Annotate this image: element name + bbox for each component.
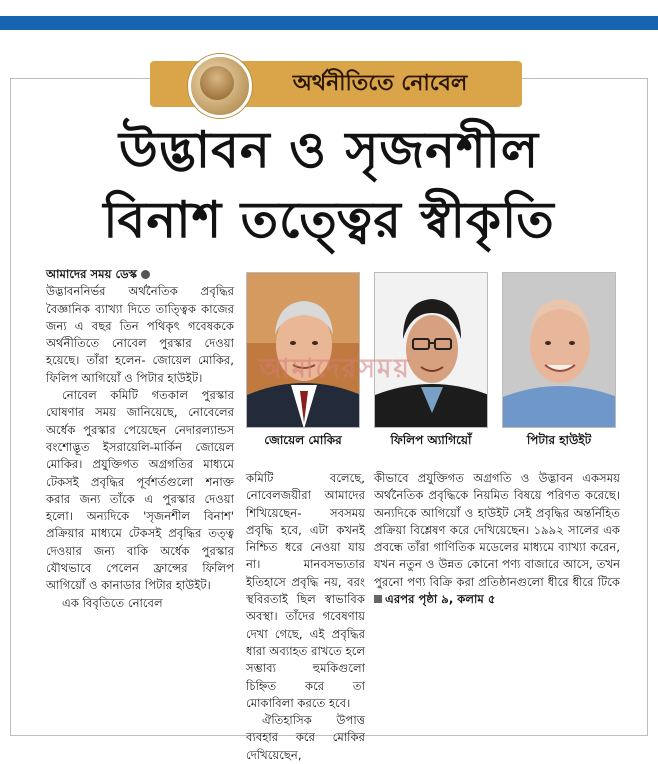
article-column-2 xyxy=(246,470,365,764)
article-column-3 xyxy=(374,470,620,608)
photo-peter-howitt xyxy=(502,272,616,428)
paragraph: উদ্ভাবননির্ভর অর্থনৈতিক প্রবৃদ্ধির বৈজ্ঞানিক ব্যাখ্যা দিতে তাত্ত্বিক কাজের জন্য এ বছর তিন পথিকৃৎ গবেষককে অর্থনীতিতে নোবেল পুরস্কার দেওয়া হয়েছে। তাঁরা হলেন- জোয়েল মোকির, ফিলিপ আগিয়োঁ ও পিটার হাউইট। xyxy=(46,284,234,385)
headline-line-1: উদ্ভাবন ও সৃজনশীল xyxy=(118,121,540,179)
paragraph: ঐতিহাসিক উপাত্ত ব্যবহার করে মোকির দেখিয়েছেন, xyxy=(246,713,365,762)
continued-text: এরপর পৃষ্ঠা ৯, কলাম ৫ xyxy=(385,592,496,607)
caption-peter-howitt: পিটার হাউইট xyxy=(526,433,592,447)
nobel-medal-portrait xyxy=(200,66,234,100)
byline xyxy=(46,266,234,283)
byline-text: আমাদের সময় ডেস্ক xyxy=(46,267,138,281)
paragraph xyxy=(374,470,620,608)
article-column-1 xyxy=(46,266,234,612)
portrait-peter-howitt-image xyxy=(503,273,616,428)
paragraph: এক বিবৃতিতে নোবেল xyxy=(62,595,163,610)
section-label: অর্থনীতিতে নোবেল xyxy=(292,71,468,96)
continued-note[interactable] xyxy=(374,592,495,606)
portrait-philippe-aghion-image xyxy=(375,273,488,428)
top-blue-rule xyxy=(0,16,658,30)
headline-line-2: বিনাশ তত্ত্বের স্বীকৃতি xyxy=(103,191,555,249)
caption-philippe-aghion: ফিলিপ অ্যাগিয়োঁ xyxy=(390,433,472,447)
square-bullet-icon xyxy=(374,595,382,603)
caption-joel-mokyr: জোয়েল মোকির xyxy=(264,433,342,447)
portrait-joel-mokyr-image xyxy=(247,273,360,428)
photo-philippe-aghion xyxy=(374,272,488,428)
paragraph-text: কীভাবে প্রযুক্তিগত অগ্রগতি ও উদ্ভাবন একসময় অর্থনৈতিক প্রবৃদ্ধিকে নিয়মিত বিষয়ে পরিণত করেছে। অন্যদিকে আগিয়োঁ ও হাউইট সেই প্রবৃদ্ধির অন্তর্নিহিত প্রক্রিয়া বিশ্লেষণ করে দেখিয়েছেন। ১৯৯২ সালের এক প্রবন্ধে তাঁরা গাণিতিক মডেলের মাধ্যমে ব্যাখ্যা করেন, যখন নতুন ও উন্নত কোনো পণ্য বাজারে আসে, তখন পুরনো পণ্য বিক্রি করা প্রতিষ্ঠানগুলো ধীরে ধীরে টিকে xyxy=(374,471,620,589)
paragraph: কমিটি বলেছে, নোবেলজয়ীরা আমাদের শিখিয়েছেন- সবসময় প্রবৃদ্ধি হবে, এটা কখনই নিশ্চিত ধরে নেওয়া যায় না। মানবসভ্যতার ইতিহাসে প্রবৃদ্ধি নয়, বরং স্থবিরতাই ছিল স্বাভাবিক অবস্থা। তাঁদের গবেষণায় দেখা গেছে, এই প্রবৃদ্ধির ধারা অব্যাহত রাখতে হলে সম্ভাব্য হুমকিগুলো চিহ্নিত করে তা মোকাবিলা করতে হবে। xyxy=(246,471,365,710)
paragraph: নোবেল কমিটি গতকাল পুরস্কার ঘোষণার সময় জানিয়েছে, নোবেলের অর্ধেক পুরস্কার পেয়েছেন নেদারল্যান্ডস বংশোদ্ভূত ইসরায়েলি-মার্কিন জোয়েল মোকির। প্রযুক্তিগত অগ্রগতির মাধ্যমে টেকসই প্রবৃদ্ধির পূর্বশর্তগুলো শনাক্ত করার জন্য তাঁকে এ পুরস্কার দেওয়া হলো। অন্যদিকে 'সৃজনশীল বিনাশ' প্রক্রিয়ার মাধ্যমে টেকসই প্রবৃদ্ধির তত্ত্ব দেওয়ার জন্য বাকি অর্ধেক পুরস্কার যৌথভাবে পেলেন ফ্রান্সের ফিলিপ আগিয়োঁ ও কানাডার পিটার হাউইট। xyxy=(46,388,234,593)
photo-joel-mokyr xyxy=(246,272,360,428)
byline-bullet-icon xyxy=(141,270,150,279)
publisher-watermark: আমাদেরসময় xyxy=(259,354,411,384)
